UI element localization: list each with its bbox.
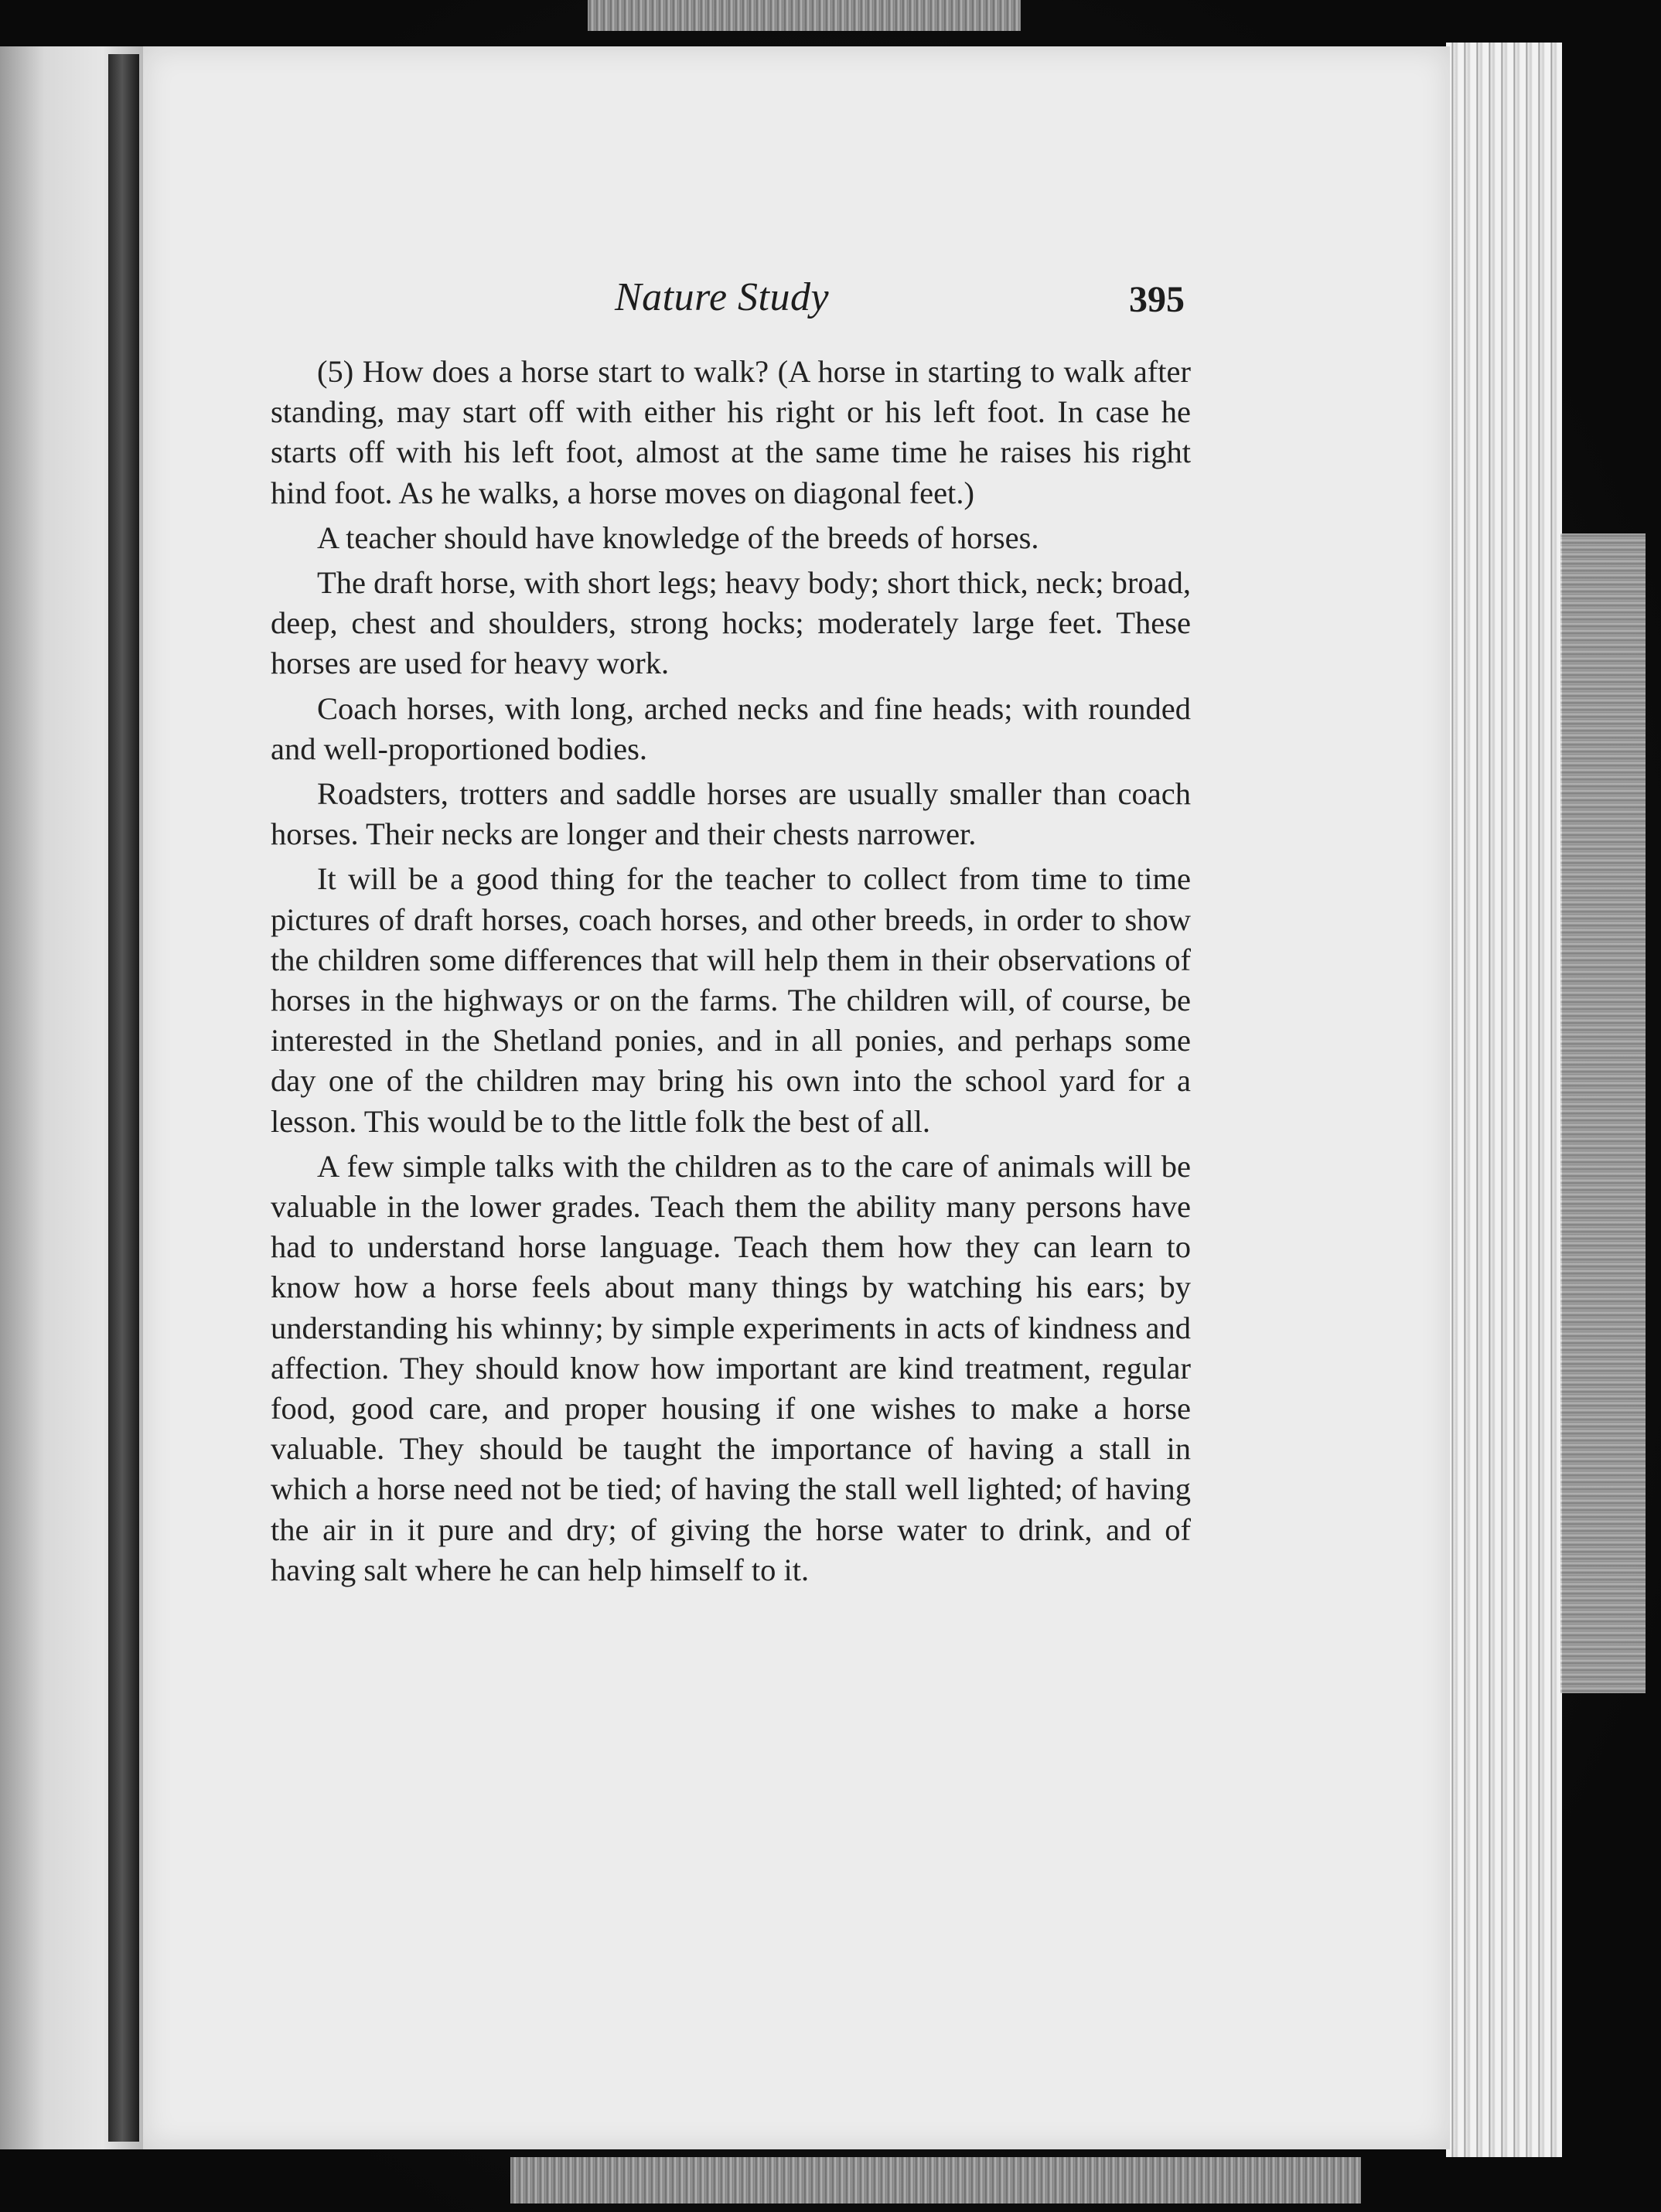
page-number: 395	[1129, 279, 1185, 320]
body-text	[271, 352, 1191, 1595]
cloth-texture-top	[588, 0, 1021, 31]
paragraph-draft-horse: The draft horse, with short legs; heavy body; short thick, neck; broad, deep, chest and shoulders, strong hocks; moderately large feet. These horses are used for heavy work.	[271, 565, 1191, 681]
page-edges-stack	[1446, 43, 1562, 2157]
paragraph-care-of-animals: A few simple talks with the children as to the care of animals will be valuable in the lower grades. Teach them the ability many persons have had to understand horse language. Teach them how they can learn to know how a horse feels about many things by watching his ears; by understanding his whinny; by simple experiments in acts of kindness and affection. They should know how important are kind treatment, regular food, good care, and proper housing if one wishes to make a horse valuable. They should be taught the importance of having a stall in which a horse need not be tied; of having the stall well lighted; of having the air in it pure and dry; of giving the horse water to drink, and of having salt where he can help himself to it.	[271, 1148, 1191, 1587]
paragraph-pictures: It will be a good thing for the teacher to collect from time to time pictures of draft horses, coach horses, and other breeds, in order to show the children some differences that will help them in their observations of horses in the highways or on the farms. The children will, of course, be interested in the Shetland ponies, and in all ponies, and perhaps some day one of the children may bring his own into the school yard for a lesson. This would be to the little folk the best of all.	[271, 861, 1191, 1139]
book-gutter	[108, 54, 139, 2142]
paragraph-breeds-intro: A teacher should have knowledge of the breeds of horses.	[317, 520, 1039, 555]
cloth-texture-bottom	[510, 2157, 1361, 2203]
paragraph-roadsters: Roadsters, trotters and saddle horses are usually smaller than coach horses. Their necks are longer and their chests narrower.	[271, 776, 1191, 852]
book-binding	[1560, 533, 1646, 1693]
running-title: Nature Study	[615, 275, 830, 319]
paragraph-coach-horses: Coach horses, with long, arched necks and fine heads; with rounded and well-proportioned bodies.	[271, 690, 1191, 766]
paragraph-horse-walk: (5) How does a horse start to walk? (A horse in starting to walk after standing, may start off with either his right or his left foot. In case he starts off with his left foot, almost at the same time he raises his right hind foot. As he walks, a horse moves on diagonal feet.)	[271, 354, 1191, 510]
